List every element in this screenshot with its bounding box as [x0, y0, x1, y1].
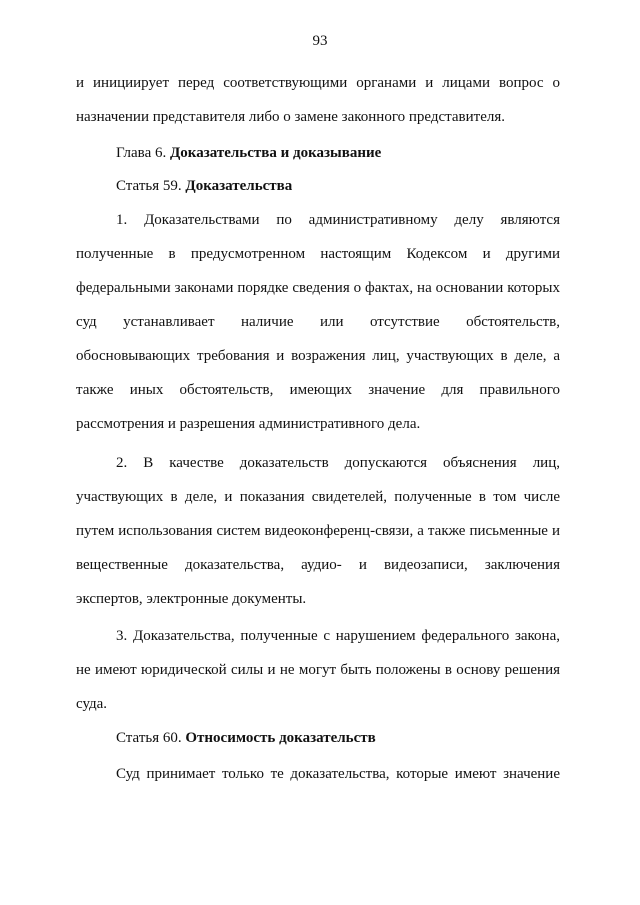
chapter-heading — [76, 136, 560, 170]
text-line: и инициирует перед соответствующими органами и лицами вопрос о — [76, 75, 560, 91]
text-line: вещественные доказательства, аудио- и видеозаписи, заключения — [76, 557, 560, 573]
text-line: назначении представителя либо о замене законного представителя. — [76, 109, 505, 125]
text-line: федеральными законами порядке сведения о фактах, на основании которых — [76, 280, 560, 296]
text-line: путем использования систем видеоконференц-связи, а также письменные и — [76, 523, 560, 539]
text-line: обосновывающих требования и возражения лиц, участвующих в деле, а — [76, 348, 560, 364]
article-title: Относимость доказательств — [185, 730, 376, 746]
article-prefix: Статья 59. — [116, 178, 182, 194]
text-line: Суд принимает только те доказательства, которые имеют значение — [116, 766, 560, 782]
text-line: рассмотрения и разрешения административного дела. — [76, 416, 421, 432]
continuation-paragraph — [76, 66, 560, 134]
text-line: экспертов, электронные документы. — [76, 591, 307, 607]
article-59-paragraph-2 — [76, 446, 560, 616]
article-59-heading — [76, 169, 560, 203]
text-line: 2. В качестве доказательств допускаются объяснения лиц, — [116, 455, 560, 471]
article-59-paragraph-3 — [76, 619, 560, 721]
text-line: суд устанавливает наличие или отсутствие обстоятельств, — [76, 314, 560, 330]
text-line: участвующих в деле, и показания свидетелей, полученные в том числе — [76, 489, 560, 505]
text-line: полученные в предусмотренном настоящим Кодексом и другими — [76, 246, 560, 262]
chapter-title: Доказательства и доказывание — [169, 145, 382, 161]
article-60-paragraph — [76, 757, 560, 791]
text-line: суда. — [76, 696, 108, 712]
text-line: не имеют юридической силы и не могут быть положены в основу решения — [76, 662, 560, 678]
chapter-prefix: Глава 6. — [116, 145, 167, 161]
text-line: 3. Доказательства, полученные с нарушением федерального закона, — [116, 628, 560, 644]
text-line: 1. Доказательствами по административному делу являются — [116, 212, 560, 228]
article-title: Доказательства — [185, 178, 293, 194]
article-prefix: Статья 60. — [116, 730, 182, 746]
page-number: 93 — [312, 33, 328, 49]
article-60-heading — [76, 721, 560, 755]
article-59-paragraph-1 — [76, 203, 560, 441]
text-line: также иных обстоятельств, имеющих значение для правильного — [76, 382, 560, 398]
